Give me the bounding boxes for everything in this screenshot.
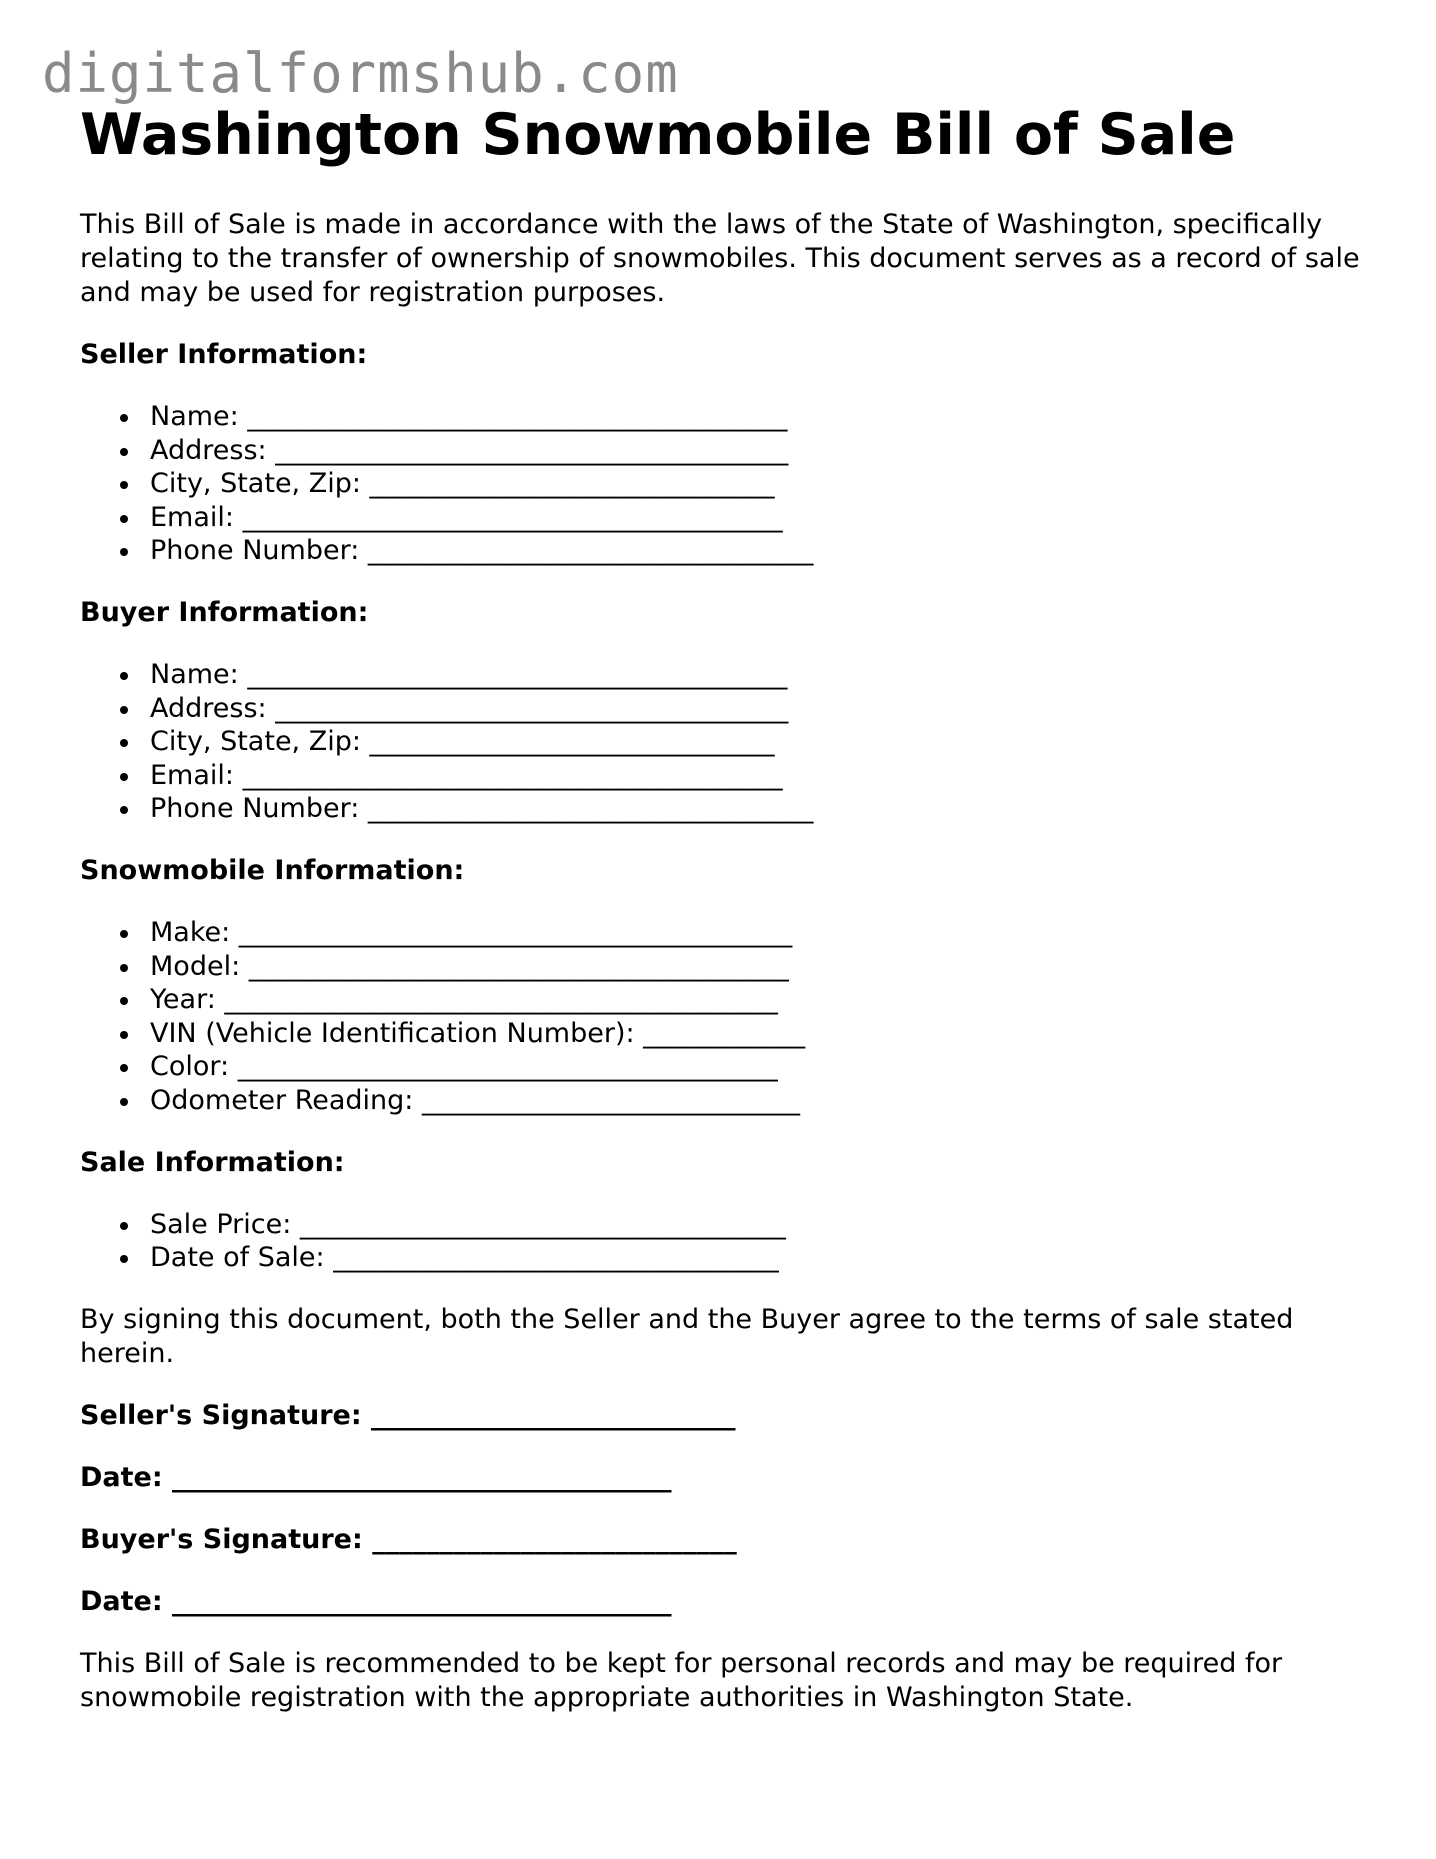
sale-price-field[interactable]: Sale Price: ____________________________________ [150, 1208, 1370, 1242]
intro-paragraph: This Bill of Sale is made in accordance with the laws of the State of Washington, specifically relating to the transfer of ownership of snowmobiles. This document serves as a record of sale and may be used for registration purposes. [80, 209, 1360, 308]
buyer-info-list [80, 658, 1370, 826]
snowmobile-section-heading: Snowmobile Information: [80, 854, 465, 886]
seller-address-field[interactable]: Address: ______________________________________ [150, 434, 1370, 468]
seller-phone-field[interactable]: Phone Number: _________________________________ [150, 534, 1370, 568]
closing-paragraph: This Bill of Sale is recommended to be kept for personal records and may be required for snowmobile registration with the appropriate authorities in Washington State. [80, 1647, 1283, 1713]
snowmobile-info-list [80, 916, 1370, 1118]
document-body [80, 100, 1370, 1715]
seller-signature-field[interactable]: Seller's Signature: ___________________________ [80, 1399, 736, 1431]
buyer-date-field[interactable]: Date: _____________________________________ [80, 1585, 672, 1617]
buyer-phone-field[interactable]: Phone Number: _________________________________ [150, 792, 1370, 826]
sale-info-list [80, 1208, 1370, 1275]
seller-date-field[interactable]: Date: _____________________________________ [80, 1461, 672, 1493]
snowmobile-year-field[interactable]: Year: _________________________________________ [150, 983, 1370, 1017]
watermark: digitalformshub.com [42, 42, 679, 105]
page-title: Washington Snowmobile Bill of Sale [80, 102, 1236, 168]
buyer-city-state-zip-field[interactable]: City, State, Zip: ______________________________ [150, 725, 1370, 759]
snowmobile-vin-field[interactable]: VIN (Vehicle Identification Number): ____________ [150, 1017, 1370, 1051]
snowmobile-color-field[interactable]: Color: ________________________________________ [150, 1050, 1370, 1084]
seller-city-state-zip-field[interactable]: City, State, Zip: ______________________________ [150, 467, 1370, 501]
seller-email-field[interactable]: Email: ________________________________________ [150, 501, 1370, 535]
sale-date-field[interactable]: Date of Sale: _________________________________ [150, 1241, 1370, 1275]
snowmobile-make-field[interactable]: Make: _________________________________________ [150, 916, 1370, 950]
buyer-name-field[interactable]: Name: ________________________________________ [150, 658, 1370, 692]
snowmobile-model-field[interactable]: Model: ________________________________________ [150, 950, 1370, 984]
agreement-paragraph: By signing this document, both the Seller and the Buyer agree to the terms of sale stated herein. [80, 1303, 1294, 1369]
seller-info-list [80, 400, 1370, 568]
snowmobile-odometer-field[interactable]: Odometer Reading: ____________________________ [150, 1084, 1370, 1118]
sale-section-heading: Sale Information: [80, 1146, 345, 1178]
buyer-address-field[interactable]: Address: ______________________________________ [150, 692, 1370, 726]
buyer-email-field[interactable]: Email: ________________________________________ [150, 759, 1370, 793]
buyer-signature-field[interactable]: Buyer's Signature: ___________________________ [80, 1523, 737, 1555]
buyer-section-heading: Buyer Information: [80, 596, 369, 628]
seller-section-heading: Seller Information: [80, 339, 368, 370]
seller-name-field[interactable]: Name: ________________________________________ [150, 400, 1370, 434]
